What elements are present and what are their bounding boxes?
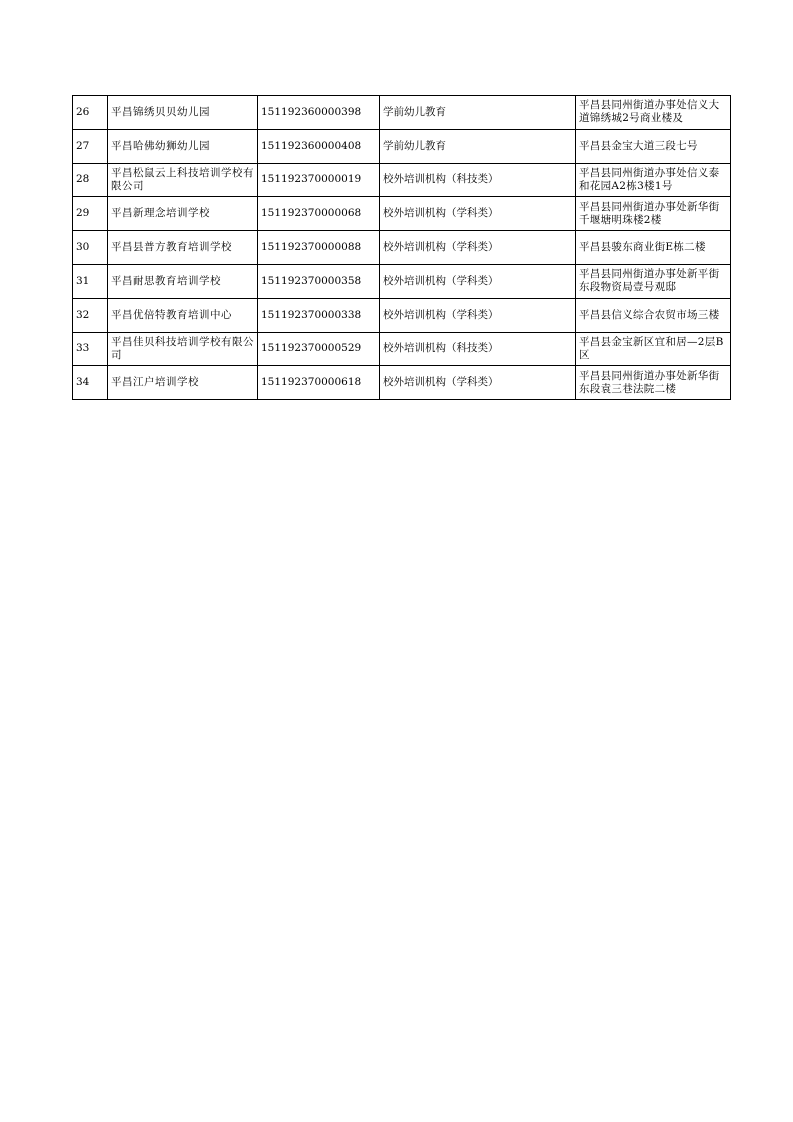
institution-address: 平昌县骏东商业街E栋二楼 (579, 241, 706, 254)
institution-type: 校外培训机构（科技类） (380, 163, 576, 197)
institution-address-cell (576, 163, 731, 197)
registration-code: 151192360000408 (258, 129, 380, 163)
row-number: 31 (73, 264, 108, 298)
row-number: 27 (73, 129, 108, 163)
institution-address: 平昌县同州街道办事处信义泰和花园A2栋3楼1号 (579, 166, 720, 192)
row-number: 30 (73, 231, 108, 265)
row-number: 33 (73, 332, 108, 366)
table-row (73, 163, 731, 197)
table-body (73, 96, 731, 400)
institution-address: 平昌县同州街道办事处新华街东段袁三巷法院二楼 (579, 369, 720, 395)
row-number: 29 (73, 197, 108, 231)
institution-address: 平昌县同州街道办事处信义大道锦绣城2号商业楼及 (579, 99, 720, 125)
registration-code: 151192370000068 (258, 197, 380, 231)
institution-address-cell (576, 332, 731, 366)
institution-type: 学前幼儿教育 (380, 96, 576, 130)
institution-address: 平昌县同州街道办事处新平街东段物资局壹号观邸 (579, 268, 720, 294)
institution-name: 平昌佳贝科技培训学校有限公司 (108, 332, 258, 366)
institution-name: 平昌县普方教育培训学校 (108, 231, 258, 265)
table-row (73, 264, 731, 298)
row-number: 28 (73, 163, 108, 197)
row-number: 32 (73, 298, 108, 332)
institution-address-cell (576, 129, 731, 163)
institution-name: 平昌新理念培训学校 (108, 197, 258, 231)
registration-code: 151192370000019 (258, 163, 380, 197)
table-row (73, 366, 731, 400)
institution-type: 校外培训机构（学科类） (380, 366, 576, 400)
institution-address: 平昌县金宝新区宜和居—2层B区 (579, 335, 724, 361)
table-row (73, 197, 731, 231)
institution-name: 平昌耐思教育培训学校 (108, 264, 258, 298)
table-row (73, 298, 731, 332)
registration-code: 151192370000338 (258, 298, 380, 332)
institution-address: 平昌县金宝大道三段七号 (579, 139, 698, 152)
institution-address-cell (576, 96, 731, 130)
institution-address-cell (576, 231, 731, 265)
table-row (73, 96, 731, 130)
row-number: 34 (73, 366, 108, 400)
institution-address-cell (576, 298, 731, 332)
institution-name: 平昌优倍特教育培训中心 (108, 298, 258, 332)
registration-code: 151192370000618 (258, 366, 380, 400)
registration-code: 151192360000398 (258, 96, 380, 130)
institution-type: 校外培训机构（科技类） (380, 332, 576, 366)
table-row (73, 231, 731, 265)
institution-name: 平昌哈佛幼狮幼儿园 (108, 129, 258, 163)
institution-type: 学前幼儿教育 (380, 129, 576, 163)
institution-type: 校外培训机构（学科类） (380, 231, 576, 265)
institution-name: 平昌松鼠云上科技培训学校有限公司 (108, 163, 258, 197)
institution-type: 校外培训机构（学科类） (380, 264, 576, 298)
institution-type: 校外培训机构（学科类） (380, 197, 576, 231)
institution-type: 校外培训机构（学科类） (380, 298, 576, 332)
registration-code: 151192370000088 (258, 231, 380, 265)
institution-address: 平昌县同州街道办事处新华街千堰塘明珠楼2楼 (579, 200, 720, 226)
institution-address-cell (576, 264, 731, 298)
institution-address-cell (576, 366, 731, 400)
institution-address: 平昌县信义综合农贸市场三楼 (579, 308, 720, 321)
registration-code: 151192370000358 (258, 264, 380, 298)
registration-code: 151192370000529 (258, 332, 380, 366)
table-row (73, 129, 731, 163)
table-row (73, 332, 731, 366)
row-number: 26 (73, 96, 108, 130)
institution-name: 平昌江户培训学校 (108, 366, 258, 400)
institution-name: 平昌锦绣贝贝幼儿园 (108, 96, 258, 130)
institution-table (72, 95, 731, 400)
institution-address-cell (576, 197, 731, 231)
